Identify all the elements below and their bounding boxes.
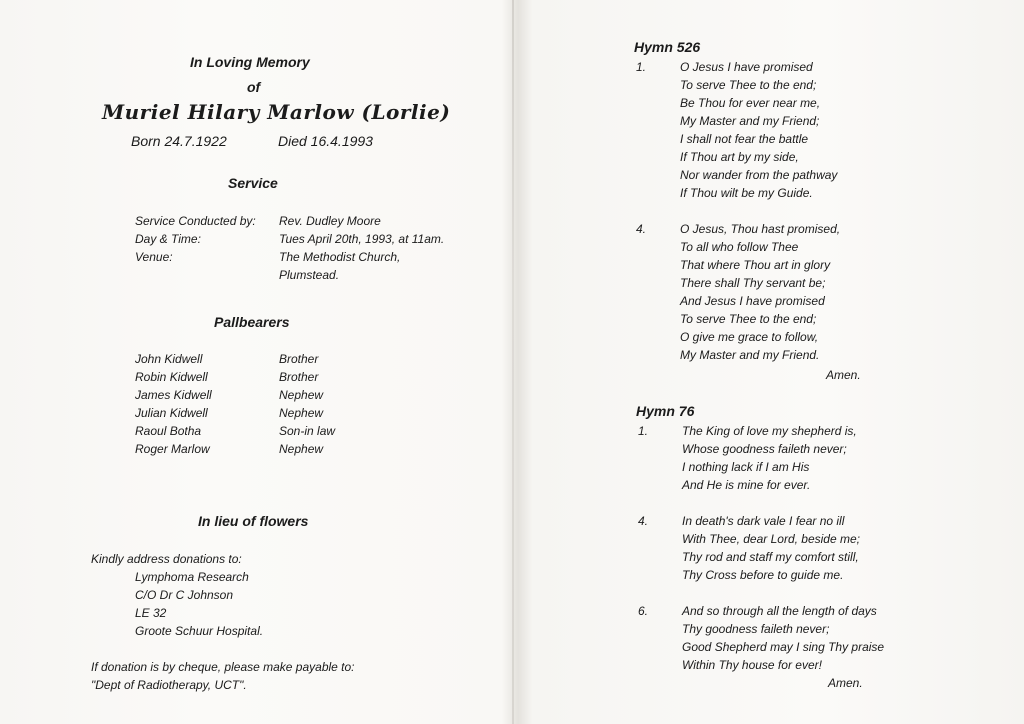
pallbearer-relation: Brother bbox=[279, 370, 319, 384]
pallbearer-name: John Kidwell bbox=[135, 352, 203, 366]
hymn-526-title: Hymn 526 bbox=[634, 39, 701, 55]
hymn-line: And He is mine for ever. bbox=[682, 478, 811, 492]
hymn-526-amen: Amen. bbox=[826, 368, 861, 382]
cheque-instruction: If donation is by cheque, please make payable to: bbox=[91, 660, 355, 674]
hymn-line: And Jesus I have promised bbox=[680, 294, 825, 308]
donation-address-line: LE 32 bbox=[135, 606, 167, 620]
service-label-3: Venue: bbox=[135, 250, 173, 264]
hymn-line: Good Shepherd may I sing Thy praise bbox=[682, 640, 885, 654]
died-date: Died 16.4.1993 bbox=[278, 133, 373, 149]
pallbearer-name: James Kidwell bbox=[135, 388, 212, 402]
donation-address-line: Lymphoma Research bbox=[135, 570, 249, 584]
hymn-line: I nothing lack if I am His bbox=[682, 460, 810, 474]
pallbearer-relation: Son-in law bbox=[279, 424, 336, 438]
hymn-line: To serve Thee to the end; bbox=[680, 312, 817, 326]
pallbearer-name: Raoul Botha bbox=[135, 424, 202, 438]
donation-address-line: Groote Schuur Hospital. bbox=[135, 624, 264, 638]
hymn-line: In death's dark vale I fear no ill bbox=[682, 514, 845, 528]
hymn-line: I shall not fear the battle bbox=[680, 132, 809, 146]
donation-address-line: C/O Dr C Johnson bbox=[135, 588, 234, 602]
hymn-line: My Master and my Friend. bbox=[680, 348, 820, 362]
verse-number: 1. bbox=[636, 60, 647, 74]
heading-of: of bbox=[247, 79, 261, 95]
pallbearer-relation: Nephew bbox=[279, 388, 324, 402]
verse-number: 4. bbox=[638, 514, 649, 528]
hymn-line: O give me grace to follow, bbox=[680, 330, 819, 344]
service-label-2: Day & Time: bbox=[135, 232, 201, 246]
born-date: Born 24.7.1922 bbox=[131, 133, 227, 149]
verse-number: 1. bbox=[638, 424, 649, 438]
hymn-line: And so through all the length of days bbox=[682, 604, 877, 618]
hymn-line: There shall Thy servant be; bbox=[680, 276, 826, 290]
pallbearer-relation: Nephew bbox=[279, 406, 324, 420]
hymn-line: O Jesus, Thou hast promised, bbox=[680, 222, 841, 236]
hymn-76-title: Hymn 76 bbox=[636, 403, 695, 419]
hymn-line: That where Thou art in glory bbox=[680, 258, 831, 272]
service-value-3: The Methodist Church, bbox=[279, 250, 401, 264]
pallbearer-relation: Brother bbox=[279, 352, 319, 366]
hymn-line: Be Thou for ever near me, bbox=[680, 96, 821, 110]
hymn-line: If Thou wilt be my Guide. bbox=[680, 186, 813, 200]
hymn-line: Thy Cross before to guide me. bbox=[682, 568, 844, 582]
page-fold bbox=[512, 0, 514, 724]
hymn-line: My Master and my Friend; bbox=[680, 114, 820, 128]
hymn-line: To all who follow Thee bbox=[680, 240, 799, 254]
pallbearer-name: Julian Kidwell bbox=[135, 406, 208, 420]
donations-intro: Kindly address donations to: bbox=[91, 552, 242, 566]
hymn-line: Within Thy house for ever! bbox=[682, 658, 822, 672]
pallbearers-title: Pallbearers bbox=[214, 314, 290, 330]
service-title: Service bbox=[228, 175, 278, 191]
hymn-line: Thy rod and staff my comfort still, bbox=[682, 550, 859, 564]
heading-in-loving-memory: In Loving Memory bbox=[190, 54, 310, 70]
pallbearer-name: Roger Marlow bbox=[135, 442, 210, 456]
service-value-1: Rev. Dudley Moore bbox=[279, 214, 381, 228]
cheque-payee: "Dept of Radiotherapy, UCT". bbox=[91, 678, 247, 692]
service-value-4: Plumstead. bbox=[279, 268, 340, 282]
hymn-line: To serve Thee to the end; bbox=[680, 78, 817, 92]
flowers-title: In lieu of flowers bbox=[198, 513, 309, 529]
pallbearer-name: Robin Kidwell bbox=[135, 370, 208, 384]
hymn-76-amen: Amen. bbox=[828, 676, 863, 690]
pallbearer-relation: Nephew bbox=[279, 442, 324, 456]
hymn-line: With Thee, dear Lord, beside me; bbox=[682, 532, 860, 546]
verse-number: 6. bbox=[638, 604, 649, 618]
hymn-line: The King of love my shepherd is, bbox=[682, 424, 857, 438]
hymn-line: Thy goodness faileth never; bbox=[682, 622, 830, 636]
hymn-line: Whose goodness faileth never; bbox=[682, 442, 847, 456]
hymn-line: If Thou art by my side, bbox=[680, 150, 799, 164]
service-value-2: Tues April 20th, 1993, at 11am. bbox=[279, 232, 445, 246]
deceased-name: Muriel Hilary Marlow (Lorlie) bbox=[102, 100, 451, 124]
hymn-line: O Jesus I have promised bbox=[680, 60, 813, 74]
service-label-1: Service Conducted by: bbox=[135, 214, 256, 228]
verse-number: 4. bbox=[636, 222, 647, 236]
hymn-line: Nor wander from the pathway bbox=[680, 168, 838, 182]
